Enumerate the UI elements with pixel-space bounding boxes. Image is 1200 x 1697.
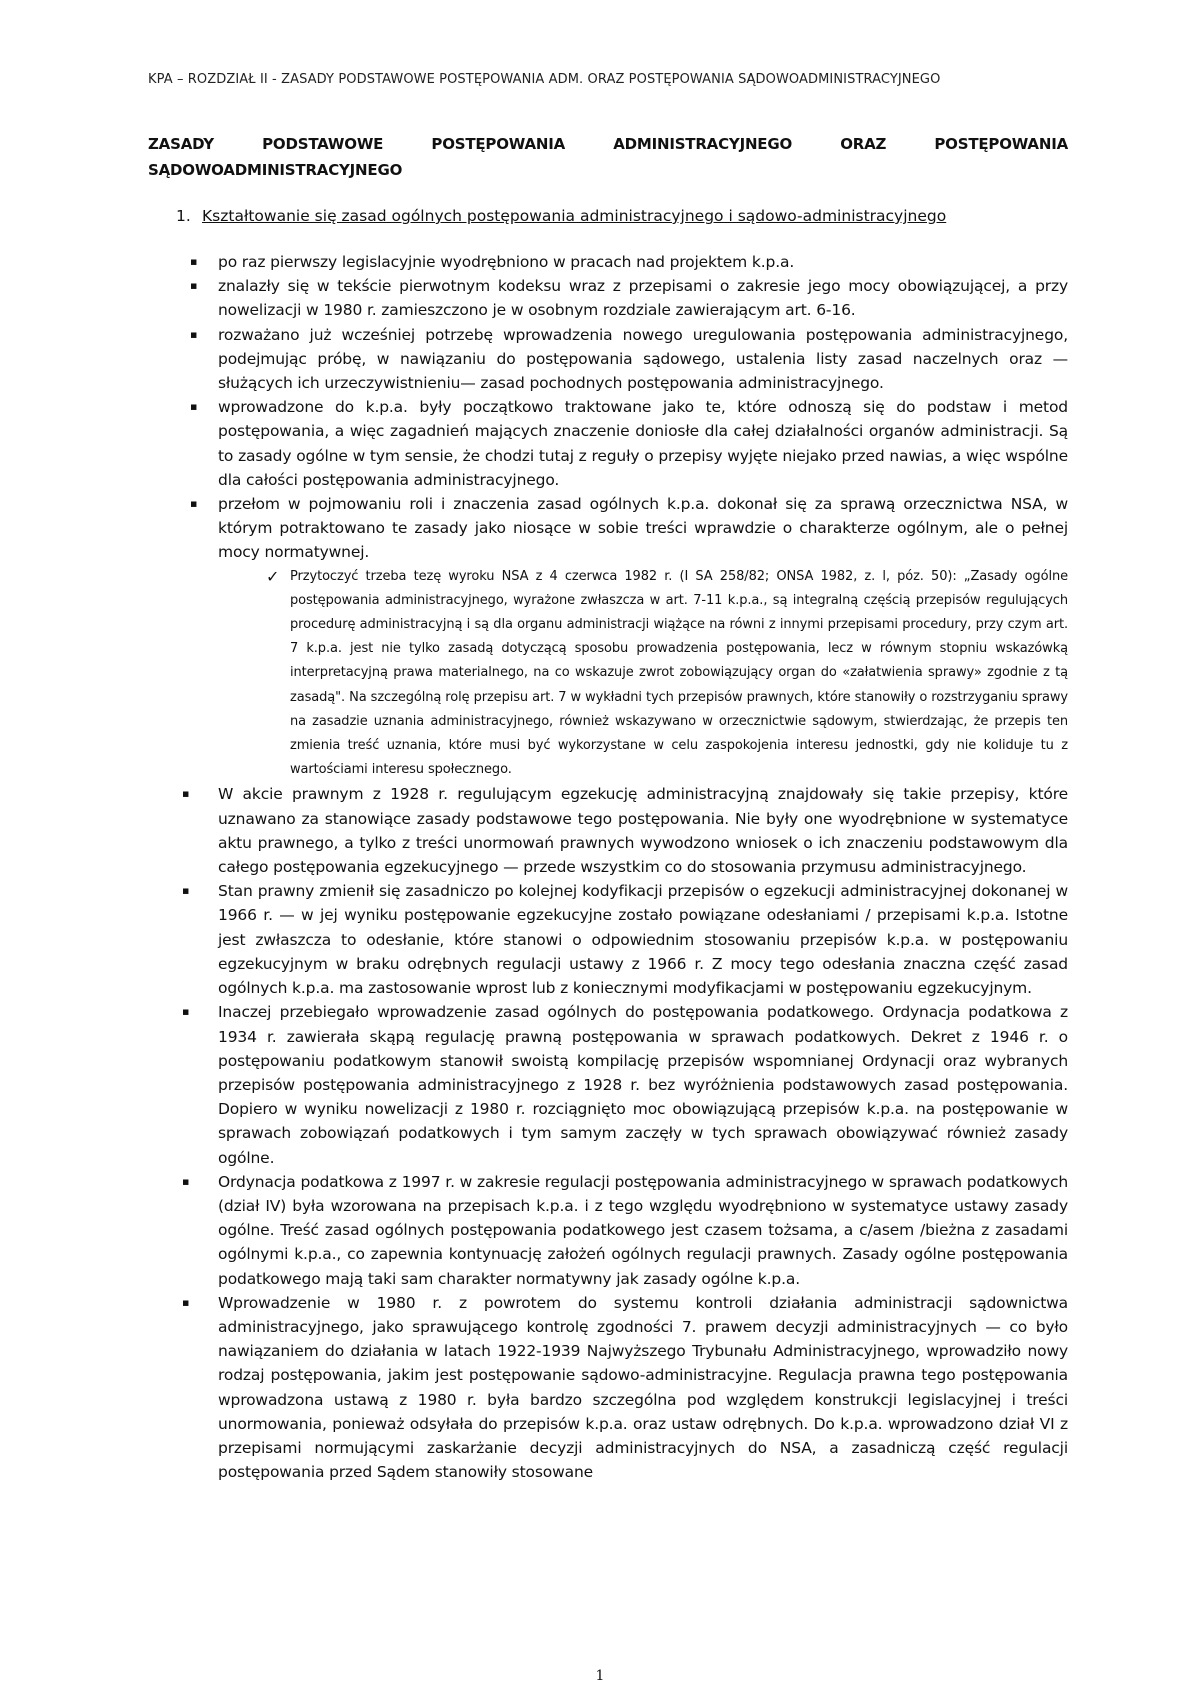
checkmark-icon: ✓ — [266, 566, 280, 586]
list-item-text: Stan prawny zmienił się zasadniczo po kolejnej kodyfikacji przepisów o egzekucji administracyjnej dokonanej w 1966 r. — w jej wyniku postępowanie egzekucyjne zostało powiązane odesłaniami / przepisami k.p.a. Istotne jest zwłaszcza to odesłanie, które stanowi o odpowiednim stosowaniu przepisów k.p.a. w postępowaniu egzekucyjnym w braku odrębnych regulacji ustawy z 1966 r. Z mocy tego odesłania znaczna część zasad ogólnych k.p.a. ma zastosowanie wprost lub z koniecznymi modyfikacjami w postępowaniu egzekucyjnym. — [218, 882, 1068, 998]
page-number: 1 — [595, 1668, 605, 1684]
bullet-list — [148, 250, 1068, 1484]
list-item-text: rozważano już wcześniej potrzebę wprowadzenia nowego uregulowania postępowania administracyjnego, podejmując próbę, w nawiązaniu do postępowania sądowego, ustalenia listy zasad naczelnych oraz — służących ich urzeczywistnieniu— zasad pochodnych postępowania administracyjnego. — [218, 325, 1068, 393]
list-item-text: W akcie prawnym z 1928 r. regulującym egzekucję administracyjną znajdowały się takie przepisy, które uznawano za stanowiące zasady podstawowe tego postępowania. Nie były one wyodrębnione w systematyce aktu prawnego, a tylko z treści unormowań prawnych wywodzono wniosek o ich znaczeniu podstawowym dla całego postępowania egzekucyjnego — przede wszystkim co do stosowania przymusu administracyjnego. — [218, 785, 1068, 877]
quote-text: Przytoczyć trzeba tezę wyroku NSA z 4 czerwca 1982 r. (I SA 258/82; ONSA 1982, z. l, póz. 50): „Zasady ogólne postępowania administracyjnego, wyrażone zwłaszcza w art. 7-11 k.p.a., są integralną częścią przepisów regulujących procedurę administracyjną i są dla organu administracji wiążące na równi z innymi przepisami procedury, przy czym art. 7 k.p.a. jest nie tylko zasadą dotyczącą sposobu prowadzenia postępowania, lecz w równym stopniu wskazówką interpretacyjną prawa materialnego, na co wskazuje zwrot zobowiązujący organ do «załatwienia sprawy» zgodnie z tą zasadą". Na szczególną rolę przepisu art. 7 w wykładni tych przepisów prawnych, które stanowiły o rozstrzyganiu sprawy na zasadzie uznania administracyjnego, również wskazywano w orzecznictwie sądowym, stwierdzając, że przepis ten zmienia treść uznania, które musi być wykorzystane w celu zaspokojenia interesu jednostki, gdy nie koliduje tu z wartościami interesu społecznego. — [290, 568, 1068, 778]
section-number: 1. — [176, 207, 191, 225]
list-item-text: Ordynacja podatkowa z 1997 r. w zakresie regulacji postępowania administracyjnego w sprawach podatkowych (dział IV) była wzorowana na przepisach k.p.a. i z tego względu wyodrębniono w systematyce ustawy zasady ogólne. Treść zasad ogólnych postępowania podatkowego jest czasem tożsama, a c/asem /bieżna z zasadami ogólnymi k.p.a., co zapewnia kontynuację założeń ogólnych regulacji prawnych. Zasady ogólne postępowania podatkowego mają taki sam charakter normatywny jak zasady ogólne k.p.a. — [218, 1172, 1068, 1288]
list-item-text: wprowadzone do k.p.a. były początkowo traktowane jako te, które odnoszą się do podstaw i metod postępowania, a więc zagadnień mających znaczenie doniosłe dla całej działalności organów administracji. Są to zasady ogólne w tym sensie, że chodzi tutaj z reguły o przepisy wyjęte niejako przed nawias, a więc wspólne dla całości postępowania administracyjnego. — [218, 398, 1068, 489]
list-item-text: znalazły się w tekście pierwotnym kodeksu wraz z przepisami o zakresie jego mocy obowiązującej, a przy nowelizacji w 1980 r. zamieszczono je w osobnym rozdziale zawierającym art. 6-16. — [218, 277, 1068, 320]
list-item — [148, 1000, 1068, 1169]
list-item — [148, 879, 1068, 1000]
square-bullet-icon: ▪ — [190, 497, 198, 511]
running-header: KPA – ROZDZIAŁ II - ZASADY PODSTAWOWE POSTĘPOWANIA ADM. ORAZ POSTĘPOWANIA SĄDOWOADMINISTRACYJNEGO — [148, 72, 941, 87]
list-item-text: przełom w pojmowaniu roli i znaczenia zasad ogólnych k.p.a. dokonał się za sprawą orzecznictwa NSA, w którym potraktowano te zasady jako niosące w sobie treści wprawdzie o charakterze ogólnym, ale o pełnej mocy normatywnej. — [218, 495, 1068, 562]
square-bullet-icon: ▪ — [190, 400, 198, 414]
list-item — [148, 395, 1068, 492]
square-bullet-icon: ▪ — [190, 255, 198, 268]
list-item — [148, 323, 1068, 396]
list-item — [148, 782, 1068, 879]
list-item-text: Inaczej przebiegało wprowadzenie zasad ogólnych do postępowania podatkowego. Ordynacja podatkowa z 1934 r. zawierała skąpą regulację prawną postępowania w sprawach podatkowych. Dekret z 1946 r. o postępowaniu podatkowym stanowił swoistą kompilację przepisów wspomnianej Ordynacji oraz wybranych przepisów postępowania administracyjnego z 1928 r. bez wyróżnienia podstawowych zasad postępowania. Dopiero w wyniku nowelizacji z 1980 r. rozciągnięto moc obowiązującą przepisów k.p.a. na postępowanie w sprawach zobowiązań podatkowych i tym samym zaczęły w tych sprawach obowiązywać również zasady ogólne. — [218, 1003, 1068, 1167]
square-bullet-icon: ▪ — [182, 1174, 190, 1188]
square-bullet-icon: ▪ — [182, 1295, 190, 1309]
list-item — [148, 250, 1068, 274]
list-item — [148, 492, 1068, 782]
quote-item — [148, 565, 1068, 783]
square-bullet-icon: ▪ — [190, 279, 198, 293]
square-bullet-icon: ▪ — [182, 884, 190, 898]
section-heading-text: Kształtowanie się zasad ogólnych postępowania administracyjnego i sądowo-administracyjnego — [202, 207, 947, 225]
list-item — [148, 1170, 1068, 1291]
square-bullet-icon: ▪ — [182, 787, 190, 801]
section-heading — [176, 205, 1076, 227]
square-bullet-icon: ▪ — [190, 327, 198, 341]
list-item — [148, 1291, 1068, 1485]
list-item — [148, 274, 1068, 322]
document-title: ZASADY PODSTAWOWE POSTĘPOWANIA ADMINISTRACYJNEGO ORAZ POSTĘPOWANIA SĄDOWOADMINISTRACYJNEGO — [148, 135, 1068, 179]
list-item-text: Wprowadzenie w 1980 r. z powrotem do systemu kontroli działania administracji sądownictwa administracyjnego, jako sprawującego kontrolę zgodności 7. prawem decyzji administracyjnych — co było nawiązaniem do działania w latach 1922-1939 Najwyższego Trybunału Administracyjnego, wprowadziło nowy rodzaj postępowania, jakim jest postępowanie sądowo-administracyjne. Regulacja prawna tego postępowania wprowadzona ustawą z 1980 r. była bardzo szczególna pod względem konstrukcji legislacyjnej i treści unormowania, ponieważ odsyłała do przepisów k.p.a. oraz ustaw odrębnych. Do k.p.a. wprowadzono dział VI z przepisami normującymi zaskarżanie decyzji administracyjnych do NSA, a zasadniczą część regulacji postępowania przed Sądem stanowiły stosowane — [218, 1293, 1068, 1482]
list-item-text: po raz pierwszy legislacyjnie wyodrębniono w pracach nad projektem k.p.a. — [218, 253, 795, 271]
square-bullet-icon: ▪ — [182, 1005, 190, 1019]
